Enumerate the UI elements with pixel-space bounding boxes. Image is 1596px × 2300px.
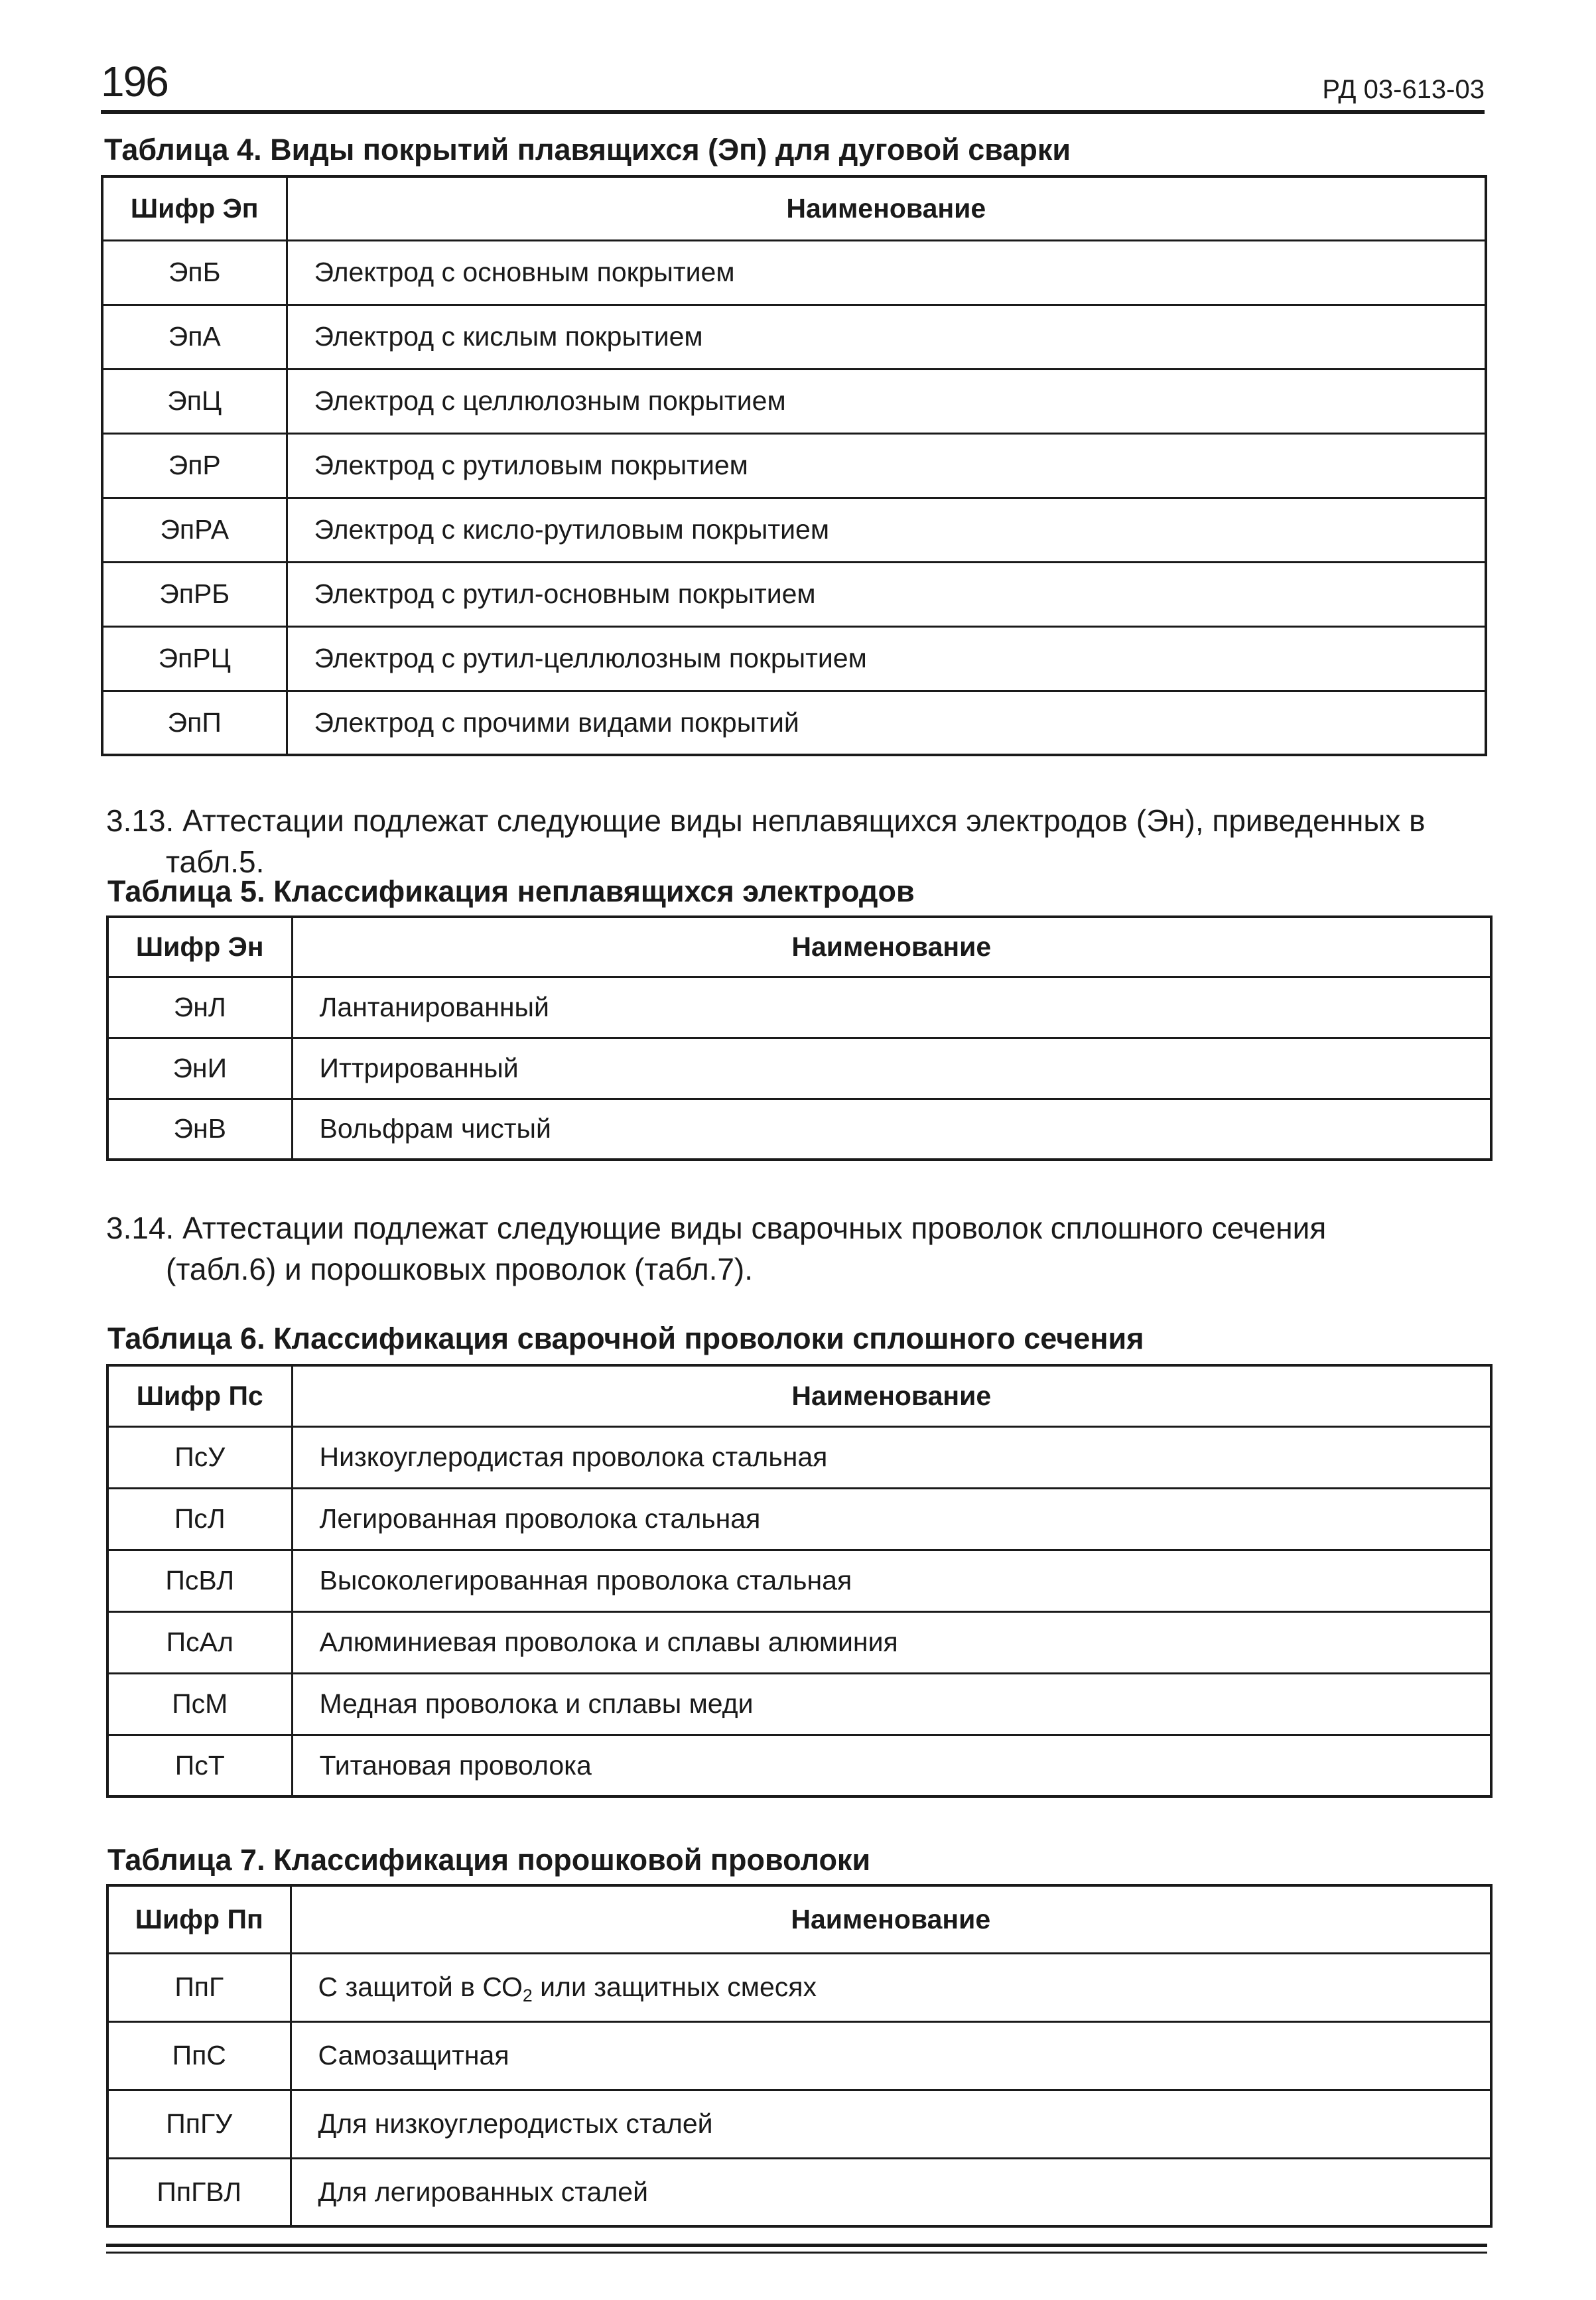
- name-cell: Электрод с целлюлозным покрытием: [287, 369, 1486, 433]
- paragraph-3-13: [106, 800, 1487, 882]
- code-cell: ПпС: [107, 2021, 291, 2090]
- name-cell: Иттрированный: [292, 1038, 1491, 1099]
- table-5: [106, 915, 1493, 1161]
- column-header-name: Наименование: [291, 1885, 1491, 1953]
- name-cell: Легированная проволока стальная: [292, 1488, 1491, 1550]
- paragraph-line: 3.13. Аттестации подлежат следующие виды неплавящихся электродов (Эн), приведенных в: [106, 803, 1426, 838]
- table-row: [107, 1038, 1491, 1099]
- name-cell: Высоколегированная проволока стальная: [292, 1550, 1491, 1611]
- table-7: [106, 1884, 1493, 2228]
- code-cell: ПсАл: [107, 1611, 292, 1673]
- code-cell: ЭнЛ: [107, 977, 292, 1038]
- code-cell: ПпГ: [107, 1953, 291, 2021]
- table-row: [107, 1488, 1491, 1550]
- table-row: [107, 977, 1491, 1038]
- document-code: РД 03-613-03: [1322, 75, 1485, 104]
- code-cell: ПсЛ: [107, 1488, 292, 1550]
- column-header-name: Наименование: [287, 176, 1486, 240]
- code-cell: ЭпРЦ: [102, 626, 287, 691]
- table-row: [102, 691, 1486, 755]
- name-cell: Электрод с кислым покрытием: [287, 304, 1486, 369]
- code-cell: ЭпР: [102, 433, 287, 498]
- code-cell: ПсМ: [107, 1673, 292, 1735]
- code-cell: ЭпРА: [102, 498, 287, 562]
- table-7-caption: Таблица 7. Классификация порошковой проволоки: [107, 1843, 871, 1877]
- code-cell: ЭпРБ: [102, 562, 287, 626]
- column-header-code: Шифр Эн: [107, 917, 292, 977]
- paragraph-3-14: [106, 1207, 1487, 1290]
- code-cell: ПпГВЛ: [107, 2158, 291, 2226]
- code-cell: ЭпЦ: [102, 369, 287, 433]
- table-row: [102, 626, 1486, 691]
- name-cell: [291, 1953, 1491, 2021]
- table-row: [107, 1735, 1491, 1796]
- column-header-code: Шифр Пп: [107, 1885, 291, 1953]
- name-cell: Алюминиевая проволока и сплавы алюминия: [292, 1611, 1491, 1673]
- table-header-row: [102, 176, 1486, 240]
- name-text: или защитных смесях: [532, 1972, 817, 2002]
- paragraph-line: табл.5.: [166, 845, 265, 879]
- name-cell: Электрод с основным покрытием: [287, 240, 1486, 304]
- table-row: [107, 2021, 1491, 2090]
- column-header-name: Наименование: [292, 917, 1491, 977]
- name-cell: Электрод с кисло-рутиловым покрытием: [287, 498, 1486, 562]
- table-row: [107, 2158, 1491, 2226]
- table-row: [102, 433, 1486, 498]
- name-cell: Для легированных сталей: [291, 2158, 1491, 2226]
- name-cell: Электрод с рутил-основным покрытием: [287, 562, 1486, 626]
- table-header-row: [107, 1885, 1491, 1953]
- table-6: [106, 1364, 1493, 1798]
- code-cell: ЭпП: [102, 691, 287, 755]
- table-row: [102, 562, 1486, 626]
- table-4: [101, 175, 1487, 756]
- column-header-code: Шифр Эп: [102, 176, 287, 240]
- code-cell: ПсТ: [107, 1735, 292, 1796]
- table-row: [107, 1611, 1491, 1673]
- code-cell: ЭнВ: [107, 1099, 292, 1160]
- name-cell: Электрод с прочими видами покрытий: [287, 691, 1486, 755]
- table-row: [102, 304, 1486, 369]
- footer-rule: [106, 2252, 1487, 2254]
- page-number: 196: [101, 58, 168, 105]
- paragraph-line: 3.14. Аттестации подлежат следующие виды сварочных проволок сплошного сечения: [106, 1211, 1327, 1245]
- code-cell: ЭнИ: [107, 1038, 292, 1099]
- name-text: С защитой в СО: [318, 1972, 523, 2002]
- code-cell: ПсУ: [107, 1426, 292, 1488]
- code-cell: ПсВЛ: [107, 1550, 292, 1611]
- table-row: [107, 1099, 1491, 1160]
- name-cell: Низкоуглеродистая проволока стальная: [292, 1426, 1491, 1488]
- table-row: [107, 1550, 1491, 1611]
- table-row: [107, 1673, 1491, 1735]
- footer-rule: [106, 2244, 1487, 2247]
- column-header-code: Шифр Пс: [107, 1365, 292, 1426]
- name-cell: Самозащитная: [291, 2021, 1491, 2090]
- column-header-name: Наименование: [292, 1365, 1491, 1426]
- code-cell: ЭпА: [102, 304, 287, 369]
- table-5-caption: Таблица 5. Классификация неплавящихся электродов: [107, 874, 915, 908]
- table-4-caption: Таблица 4. Виды покрытий плавящихся (Эп) для дуговой сварки: [104, 133, 1071, 167]
- table-row: [102, 498, 1486, 562]
- name-cell: Титановая проволока: [292, 1735, 1491, 1796]
- name-cell: Медная проволока и сплавы меди: [292, 1673, 1491, 1735]
- table-row: [107, 2090, 1491, 2158]
- table-row: [102, 240, 1486, 304]
- table-header-row: [107, 1365, 1491, 1426]
- table-header-row: [107, 917, 1491, 977]
- table-row: [107, 1953, 1491, 2021]
- paragraph-line: (табл.6) и порошковых проволок (табл.7).: [166, 1252, 754, 1286]
- code-cell: ЭпБ: [102, 240, 287, 304]
- table-row: [102, 369, 1486, 433]
- name-cell: Лантанированный: [292, 977, 1491, 1038]
- subscript-text: 2: [522, 1985, 533, 2005]
- table-row: [107, 1426, 1491, 1488]
- code-cell: ПпГУ: [107, 2090, 291, 2158]
- header-rule: [101, 110, 1485, 114]
- name-cell: Для низкоуглеродистых сталей: [291, 2090, 1491, 2158]
- table-6-caption: Таблица 6. Классификация сварочной проволоки сплошного сечения: [107, 1321, 1144, 1355]
- name-cell: Вольфрам чистый: [292, 1099, 1491, 1160]
- name-cell: Электрод с рутиловым покрытием: [287, 433, 1486, 498]
- name-cell: Электрод с рутил-целлюлозным покрытием: [287, 626, 1486, 691]
